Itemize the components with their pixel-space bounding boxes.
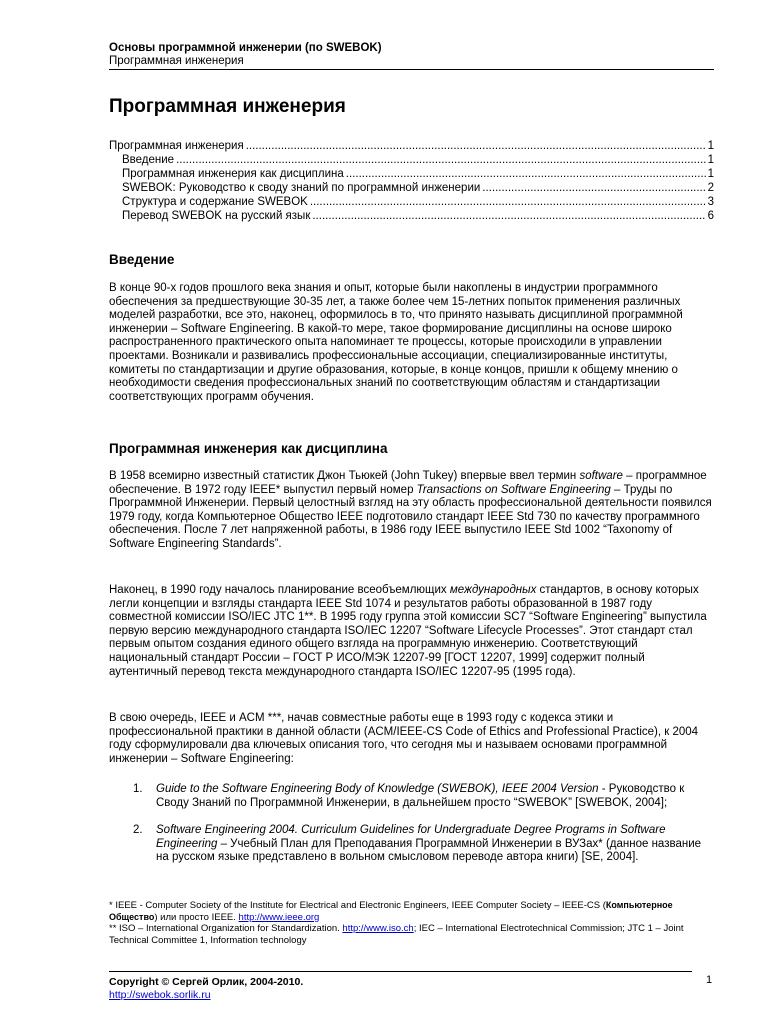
toc-entry-title: Программная инженерия [109, 140, 244, 152]
toc-entry-title: Программная инженерия как дисциплина [122, 168, 344, 180]
numbered-list [109, 783, 714, 879]
section-heading-intro: Введение [109, 252, 175, 267]
toc-entry-title: Структура и содержание SWEBOK [122, 196, 308, 208]
toc-entry-page: 1 [707, 168, 714, 180]
toc-entry-page: 1 [707, 154, 714, 166]
footer-copyright: Copyright © Сергей Орлик, 2004-2010. [109, 976, 304, 988]
toc-entry[interactable] [109, 139, 714, 153]
intro-paragraph: В конце 90-х годов прошлого века знания и опыт, которые были накоплены в индустрии программного обеспечения за предшествующие 30-35 лет, а также более чем 15-летних попыток применения различных моделей разработки, все это, наконец, оформилось в то, что принято называть дисциплиной программной инженерии – Software Engineering. В какой-то мере, такое формирование дисциплины на основе широко распространенного практического опыта напоминает те процессы, которые происходили в управлении проектами. Возникали и развивались профессиональные ассоциации, специализированные институты, комитеты по стандартизации и другие образования, которые, в конце концов, пришли к общему мнению о необходимости сведения профессиональных знаний по соответствующим областям и стандартизации соответствующих программ обучения. [109, 282, 683, 403]
toc-entry-page: 6 [707, 210, 714, 222]
discipline-paragraph-1: В 1958 всемирно известный статистик Джон Тьюкей (John Tukey) впервые ввел термин software – программное обеспечение. В 1972 году IEEE* выпустил первый номер Transactions on Software Engineering – Труды по Программной Инженерии. Первый целостный взгляд на эту область профессиональной деятельности появился 1979 году, когда Компьютерное Общество IEEE подготовило стандарт IEEE Std 730 по качеству программного обеспечения. После 7 лет напряженной работы, в 1986 году IEEE выпустило IEEE Std 1002 “Taxonomy of Software Engineering Standards”. [109, 470, 712, 550]
table-of-contents [109, 139, 714, 223]
iso-link[interactable]: http://www.iso.ch [342, 923, 414, 935]
toc-entry-title: Перевод SWEBOK на русский язык [122, 210, 311, 222]
list-item-number: 2. [133, 824, 143, 837]
toc-entry[interactable] [109, 167, 714, 181]
discipline-paragraph-2: Наконец, в 1990 году началось планирование всеобъемлющих международных стандартов, в основу которых легли концепции и взгляды стандарта IEEE Std 1074 и результатов работы образованной в 1987 году совместной комиссии ISO/IEC JTC 1**. В 1995 году группа этой комиссии SC7 “Software Engineering” выпустила первую версию международного стандарта ISO/IEC 12207 “Software Lifecycle Processes”. Этот стандарт стал первым опытом создания единого общего взгляда на программную инженерию. Соответствующий национальный стандарт России – ГОСТ Р ИСО/МЭК 12207-99 [ГОСТ 12207, 1999] содержит полный аутентичный перевод текста международного стандарта ISO/IEC 12207-95 (1995 года). [109, 584, 707, 678]
toc-entry[interactable] [109, 153, 714, 167]
toc-entry[interactable] [109, 181, 714, 195]
section-heading-discipline: Программная инженерия как дисциплина [109, 441, 388, 456]
toc-entry-title: SWEBOK: Руководство к своду знаний по программной инженерии [122, 182, 481, 194]
footnotes [109, 900, 719, 946]
footnote-iso: ** ISO – International Organization for Standardization. http://www.iso.ch; IEC – International Electrotechnical Commission; JTC 1 – Joint Technical Committee 1, Information technology [109, 923, 684, 946]
toc-entry-page: 2 [707, 182, 714, 194]
list-item: 2. Software Engineering 2004. Curriculum Guidelines for Undergraduate Degree Programs in Software Engineering – Учебный План для Преподавания Программной Инженерии в ВУЗах* (данное название на русском языке представлено в вольном смысловом переводе автора книги) [SE, 2004]. [133, 824, 702, 864]
page-number: 1 [706, 974, 713, 986]
footer-rule [109, 971, 692, 972]
running-header-subtitle: Программная инженерия [109, 55, 244, 67]
toc-entry-page: 3 [707, 196, 714, 208]
discipline-paragraph-3: В свою очередь, IEEE и ACM ***, начав совместные работы еще в 1993 году с кодекса этики и профессиональной практики в данной области (ACM/IEEE-CS Code of Ethics and Professional Practice), к 2004 году сформулировали два ключевых описания того, что сегодня мы и называем основами программной инженерии – Software Engineering: [109, 712, 699, 765]
header-rule [109, 69, 714, 70]
toc-entry-page: 1 [707, 140, 714, 152]
toc-entry[interactable] [109, 195, 714, 209]
footer-site-link[interactable]: http://swebok.sorlik.ru [109, 989, 211, 1001]
toc-entry[interactable] [109, 209, 714, 223]
ieee-link[interactable]: http://www.ieee.org [238, 911, 320, 923]
document-title: Программная инженерия [109, 96, 346, 117]
toc-entry-title: Введение [122, 154, 175, 166]
list-item: 1. Guide to the Software Engineering Body of Knowledge (SWEBOK), IEEE 2004 Version - Руководство к Своду Знаний по Программной Инженерии, в дальнейшем просто “SWEBOK” [SWEBOK, 2004]; [133, 783, 685, 809]
list-item-number: 1. [133, 783, 143, 795]
footnote-ieee: * IEEE - Computer Society of the Institute for Electrical and Electronic Engineers, IEEE Computer Society – IEEE-CS (Компьютерное Общество) или просто IEEE. http://www.ieee.org [109, 900, 673, 923]
running-header-title: Основы программной инженерии (по SWEBOK) [109, 42, 382, 54]
